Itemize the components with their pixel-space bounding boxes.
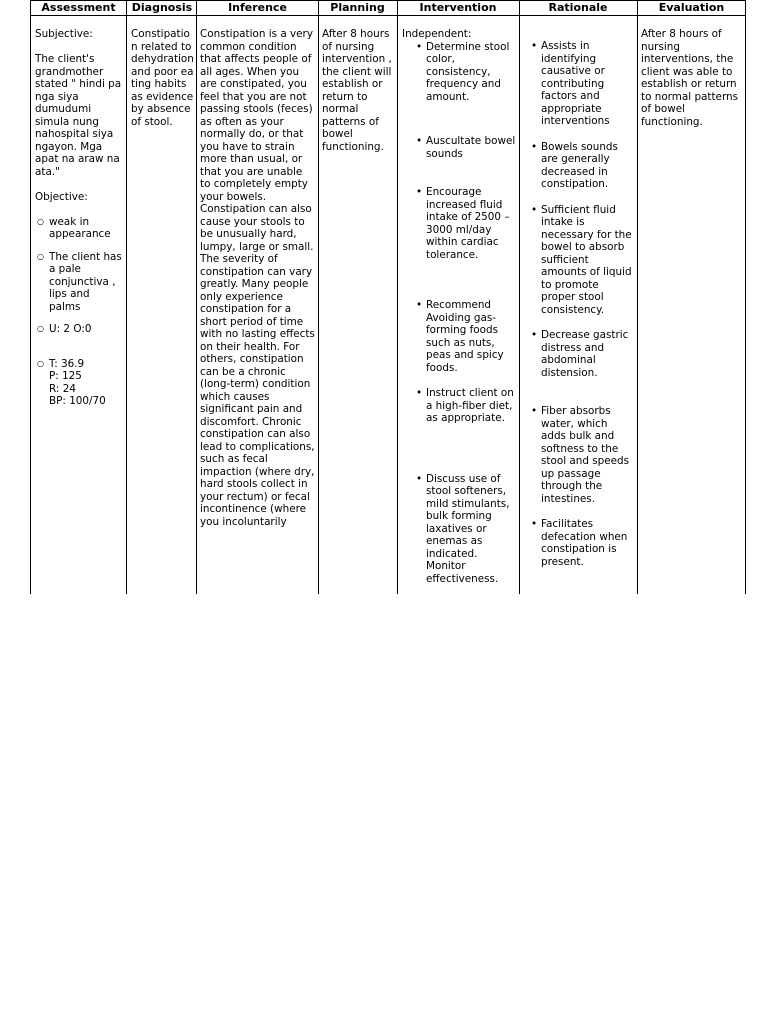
intervention-item: • Discuss use of stool softeners, mild stimulants, bulk forming laxatives or enemas as indicated. Monitor effectiveness. xyxy=(416,473,517,586)
intervention-item: • Determine stool color, consistency, frequency and amount. xyxy=(416,41,517,104)
header-evaluation: Evaluation xyxy=(637,0,746,16)
rationale-item: • Fiber absorbs water, which adds bulk and softness to the stool and speeds up passage through the intestines. xyxy=(531,405,635,505)
header-assessment: Assessment xyxy=(30,0,127,16)
assessment-cell xyxy=(35,28,124,408)
rationale-item: • Facilitates defecation when constipation is present. xyxy=(531,518,635,568)
nursing-care-plan-table xyxy=(30,0,746,594)
objective-item: ○ U: 2 O:0 xyxy=(35,323,124,336)
objective-label: Objective: xyxy=(35,190,88,203)
intervention-item: • Instruct client on a high-fiber diet, as appropriate. xyxy=(416,387,517,425)
vital-pulse: P: 125 xyxy=(49,370,82,382)
header-rationale: Rationale xyxy=(519,0,637,16)
intervention-item: • Auscultate bowel sounds xyxy=(416,135,517,160)
header-planning: Planning xyxy=(318,0,397,16)
objective-item: ○ weak in appearance xyxy=(35,216,124,241)
subjective-label: Subjective: xyxy=(35,28,93,40)
objective-item: ○ T: 36.9 xyxy=(35,358,124,371)
header-diagnosis: Diagnosis xyxy=(127,0,197,16)
intervention-label: Independent: xyxy=(402,28,472,40)
rationale-item: • Assists in identifying causative or contributing factors and appropriate interventions xyxy=(531,40,635,128)
header-intervention: Intervention xyxy=(397,0,519,16)
rationale-item: • Sufficient fluid intake is necessary for the bowel to absorb sufficient amounts of liquid to promote proper stool consistency. xyxy=(531,204,635,317)
intervention-item: • Encourage increased fluid intake of 2500 – 3000 ml/day within cardiac tolerance. xyxy=(416,186,517,261)
subjective-text: The client's grandmother stated " hindi pa nga siya dumudumi simula nung nahospital siya ngayon. Mga apat na araw na ata." xyxy=(35,53,122,178)
inference-cell: Constipation is a very common condition that affects people of all ages. When you are constipated, you feel that you are not passing stools (feces) as often as your normally do, or that you have to strain more than usual, or that you are unable to completely empty your bowels. Constipation can also cause your stools to be unusually hard, lumpy, large or small. The severity of constipation can vary greatly. Many people only experience constipation for a short period of time with no lasting effects on their health. For others, constipation can be a chronic (long-term) condition which causes significant pain and discomfort. Chronic constipation can also lead to complications, such as fecal impaction (where dry, hard stools collect in your rectum) or fecal incontinence (where you incoluntarily xyxy=(200,28,315,528)
evaluation-cell: After 8 hours of nursing interventions, the client was able to establish or return to normal patterns of bowel functioning. xyxy=(641,28,739,128)
column-rule xyxy=(196,0,197,594)
rationale-cell xyxy=(531,28,635,568)
vital-blood-pressure: BP: 100/70 xyxy=(49,395,106,407)
objective-item: ○ The client has a pale conjunctiva , lips and palms xyxy=(35,251,124,314)
column-rule xyxy=(318,0,319,594)
intervention-cell xyxy=(402,28,517,585)
column-rule xyxy=(397,0,398,594)
column-rule xyxy=(126,0,127,594)
diagnosis-cell: Constipation related to dehydration and poor eating habits as evidence by absence of stool. xyxy=(131,28,194,128)
intervention-item: • Recommend Avoiding gas-forming foods such as nuts, peas and spicy foods. xyxy=(416,299,517,374)
column-rule xyxy=(745,0,746,594)
rationale-item: • Bowels sounds are generally decreased in constipation. xyxy=(531,141,635,191)
planning-cell: After 8 hours of nursing intervention , the client will establish or return to normal patterns of bowel functioning. xyxy=(322,28,392,153)
column-rule xyxy=(637,0,638,594)
intervention-list xyxy=(416,41,517,586)
rationale-list xyxy=(531,40,635,568)
column-rule xyxy=(519,0,520,594)
objective-list xyxy=(35,216,124,371)
column-rule xyxy=(30,0,31,594)
vital-respiration: R: 24 xyxy=(49,382,76,395)
rationale-item: • Decrease gastric distress and abdominal distension. xyxy=(531,329,635,379)
header-inference: Inference xyxy=(197,0,318,16)
